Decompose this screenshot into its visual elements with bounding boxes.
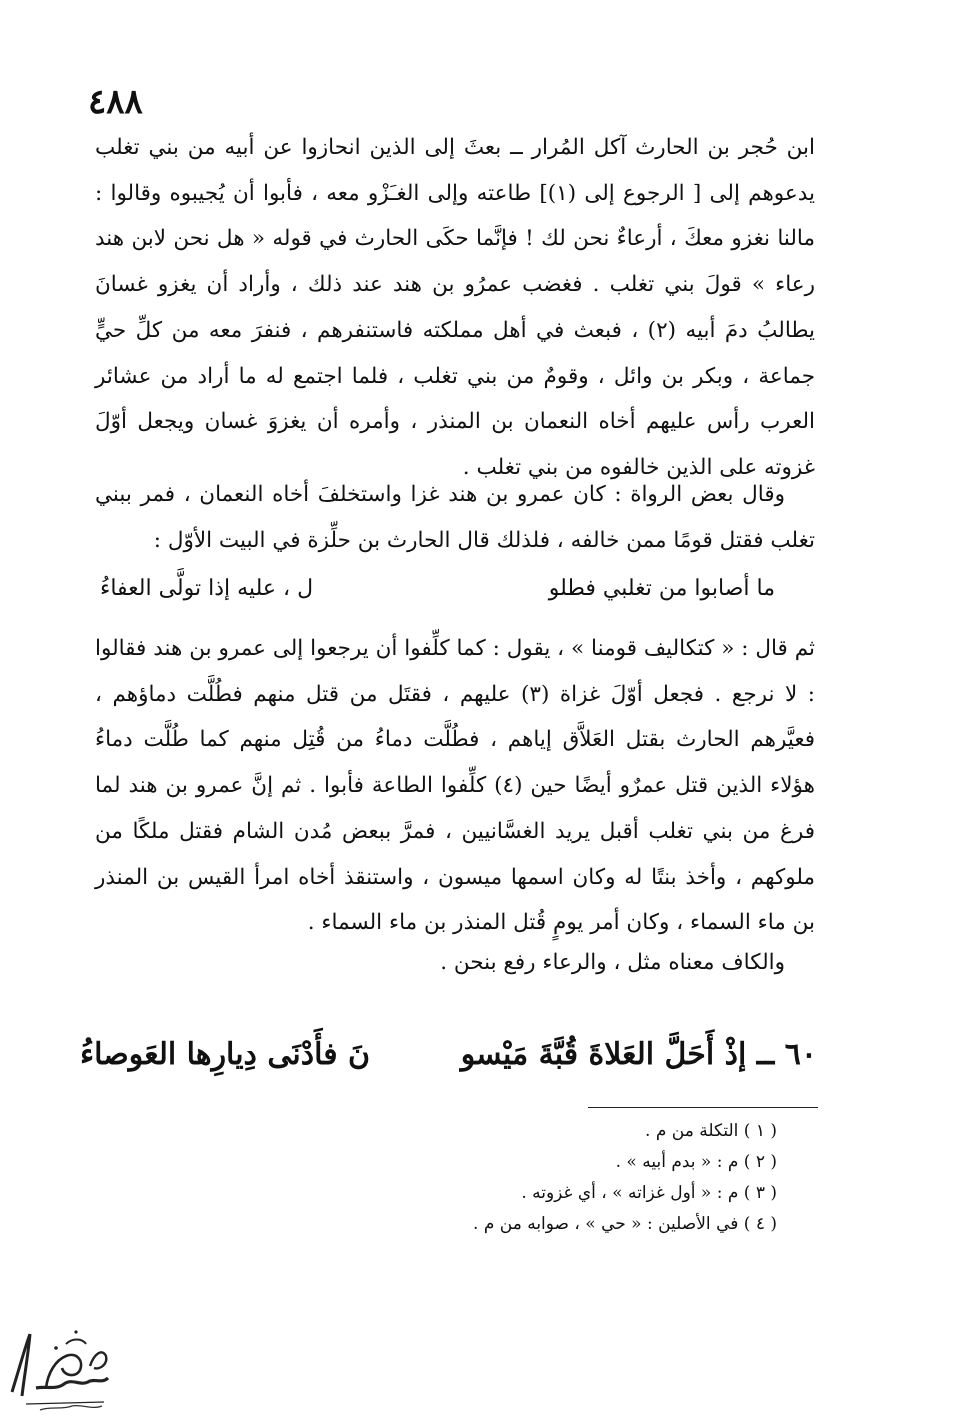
body-paragraph-4: والكاف معناه مثل ، والرعاء رفع بنحن . (440, 950, 785, 975)
footnote-3: ( ٣ ) م : « أول غزاته » ، أي غزوته . (521, 1183, 777, 1203)
footnote-4: ( ٤ ) في الأصلين : « حي » ، صوابه من م . (473, 1214, 777, 1234)
footnotes (360, 1116, 777, 1240)
footnote-1: ( ١ ) التكلة من م . (645, 1121, 777, 1141)
footnote-2: ( ٢ ) م : « بدم أبيه » . (615, 1152, 777, 1172)
body-paragraph-1: ابن حُجر بن الحارث آكل المُرار ــ بعثَ إلى الذين انحازوا عن أبيه من بني تغلب يدعوهم إلى [ الرجوع إلى (١)] طاعته وإلى الغـَزْو معه ، فأبوا أن يُجيبوه وقالوا : مالنا نغزو معكَ ، أرعاءٌ نحن لك ! فإنَّما حكَى الحارث في قوله « هل نحن لابن هند رعاء » قولَ بني تغلب . فغضب عمرُو بن هند عند ذلك ، وأراد أن يغزو غسانَ يطالبُ دمَ أبيه (٢) ، فبعث في أهل مملكته فاستنفرهم ، فنفرَ معه من كلِّ حيٍّ جماعة ، وبكر بن وائل ، وقومٌ من بني تغلب ، فلما اجتمع له ما أراد من عشائر العرب رأس عليهم أخاه النعمان بن المنذر ، وأمره أن يغزوَ غسان ويجعل أوّلَ غزوته على الذين خالفوه من بني تغلب . (95, 135, 815, 480)
body-paragraph-2: وقال بعض الرواة : كان عمرو بن هند غزا واستخلفَ أخاه النعمان ، فمر ببني تغلب فقتل قومًا ممن خالفه ، فلذلك قال الحارث بن حلِّزة في البيت الأوّل : (95, 482, 815, 553)
verse-60-first-hemistich: ٦٠ ــ إذْ أَحَلَّ العَلاةَ قُبَّةَ مَيْسو (460, 1037, 817, 1072)
verse-60 (80, 1025, 817, 1085)
poem-verse-second-hemistich: ل ، عليه إذا تولَّى العفاءُ (100, 576, 314, 601)
poem-verse-first-hemistich: ما أصابوا من تغلبي فطلو (548, 576, 775, 601)
verse-60-second-hemistich: نَ فأَدْنَى دِيارِها العَوصاءُ (80, 1037, 371, 1072)
poem-verse-quoted (100, 566, 775, 612)
library-stamp-logo (6, 1326, 114, 1414)
body-paragraph-3: ثم قال : « كتكاليف قومنا » ، يقول : كما كلِّفوا أن يرجعوا إلى عمرو بن هند فقالوا : لا نرجع . فجعل أوّلَ غزاة (٣) عليهم ، فقتَل من قتل منهم فطُلَّت دماؤهم ، فعيَّرهم الحارث بقتل العَلاَّق إياهم ، فطُلَّت دماءُ من قُتِل منهم كما طُلَّت دماءُ هؤلاء الذين قتل عمرٌو أيضًا حين (٤) كلِّفوا الطاعة فأبوا . ثم إنَّ عمرو بن هند لما فرغ من بني تغلب أقبل يريد الغسَّانيين ، فمرَّ ببعض مُدن الشام فقتل ملكًا من ملوكهم ، وأخذ بنتًا له وكان اسمها ميسون ، واستنقذ أخاه امرأ القيس بن المنذر بن ماء السماء ، وكان أمر يومٍ قُتل المنذر بن ماء السماء . (95, 636, 816, 936)
footnote-divider (588, 1107, 818, 1108)
page-number: ٤٨٨ (88, 82, 143, 122)
